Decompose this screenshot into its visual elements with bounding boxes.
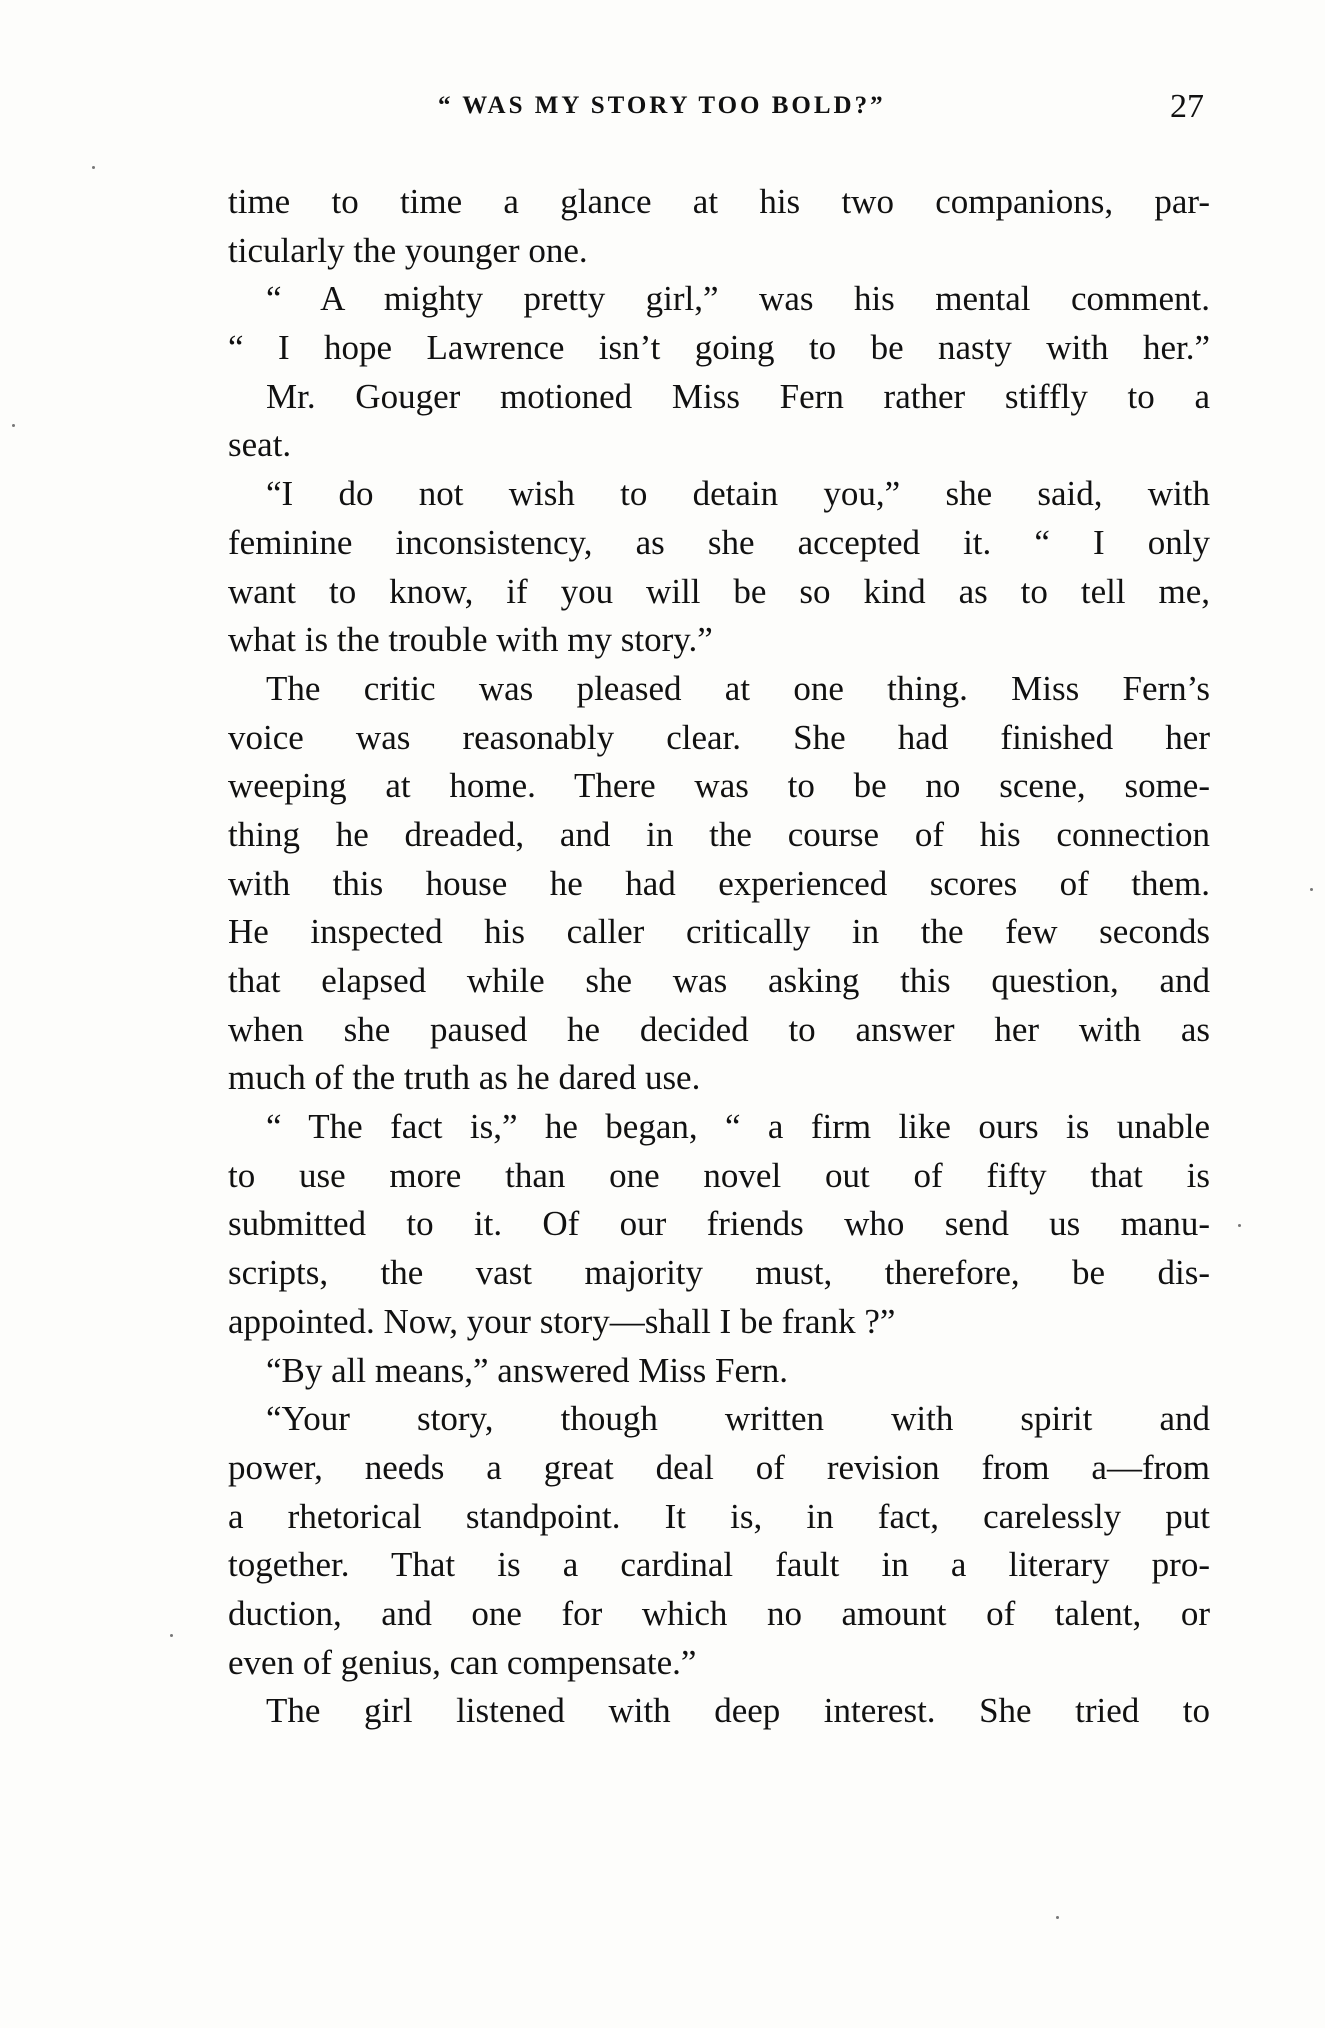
text-line: much of the truth as he dared use. [228, 1058, 701, 1098]
text-line: “I do not wish to detain you,” she said, with [266, 474, 1210, 514]
text-line: thing he dreaded, and in the course of his connection [228, 814, 1210, 854]
text-line: feminine inconsistency, as she accepted it. “ I only [228, 522, 1210, 562]
text-line: “By all means,” answered Miss Fern. [266, 1350, 788, 1390]
page-number: 27 [1170, 88, 1204, 125]
text-line: “ The fact is,” he began, “ a firm like ours is unable [266, 1107, 1210, 1147]
text-line: “ I hope Lawrence isn’t going to be nasty with her.” [228, 328, 1210, 368]
text-line: that elapsed while she was asking this question, and [228, 961, 1210, 1000]
text-line: The critic was pleased at one thing. Miss Fern’s [266, 668, 1210, 708]
text-line: a rhetorical standpoint. It is, in fact, carelessly put [228, 1496, 1210, 1536]
body-text [228, 178, 1210, 1736]
text-line: ticularly the younger one. [228, 230, 588, 270]
text-line: He inspected his caller critically in the few seconds [228, 912, 1210, 952]
text-line: scripts, the vast majority must, therefore, be dis- [228, 1253, 1210, 1293]
text-line: weeping at home. There was to be no scene, some- [228, 766, 1210, 806]
print-speck [1056, 1916, 1059, 1919]
text-line: want to know, if you will be so kind as to tell me, [228, 571, 1210, 611]
text-line: to use more than one novel out of fifty that is [228, 1155, 1210, 1195]
running-title: “ WAS MY STORY TOO BOLD?” [438, 92, 886, 119]
text-line: duction, and one for which no amount of talent, or [228, 1593, 1210, 1633]
text-line: submitted to it. Of our friends who send us manu- [228, 1204, 1210, 1244]
text-line: appointed. Now, your story—shall I be frank ?” [228, 1301, 896, 1341]
print-speck [92, 166, 95, 169]
print-speck [12, 424, 15, 427]
text-line: even of genius, can compensate.” [228, 1642, 697, 1682]
text-line: together. That is a cardinal fault in a literary pro- [228, 1545, 1210, 1585]
print-speck [170, 1634, 173, 1637]
running-head [228, 88, 1210, 132]
text-line: time to time a glance at his two companions, par- [228, 182, 1210, 221]
text-line: power, needs a great deal of revision from a—from [228, 1447, 1210, 1487]
text-line: with this house he had experienced scores of them. [228, 863, 1210, 903]
text-line: The girl listened with deep interest. She tried to [266, 1691, 1210, 1731]
text-line: “ A mighty pretty girl,” was his mental comment. [266, 279, 1210, 319]
print-speck [1310, 888, 1313, 891]
text-line: Mr. Gouger motioned Miss Fern rather stiffly to a [266, 376, 1210, 416]
text-line: “Your story, though written with spirit and [266, 1399, 1210, 1439]
text-line: voice was reasonably clear. She had finished her [228, 717, 1210, 757]
text-line: what is the trouble with my story.” [228, 620, 713, 660]
print-speck [1238, 1224, 1241, 1227]
text-line: seat. [228, 425, 292, 465]
text-line: when she paused he decided to answer her with as [228, 1009, 1210, 1049]
